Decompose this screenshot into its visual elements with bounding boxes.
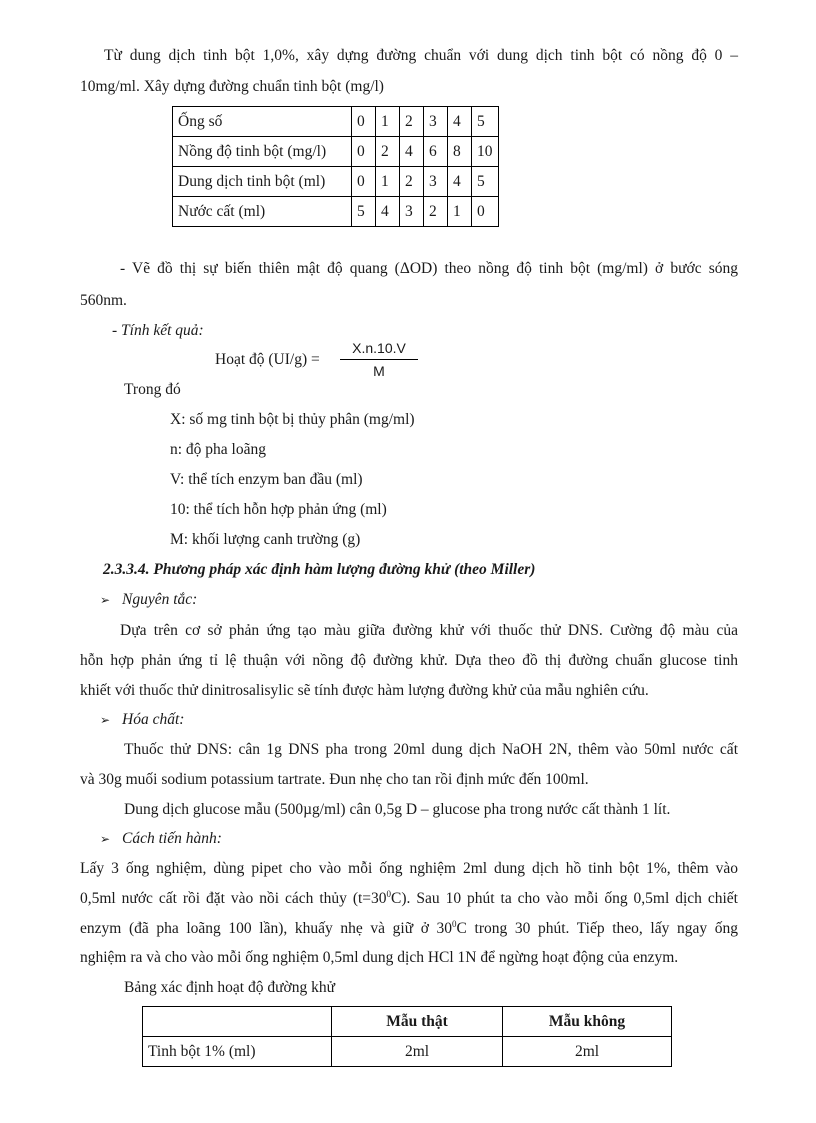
table-cell: 2 — [424, 197, 448, 227]
table-cell: 3 — [424, 107, 448, 137]
table-cell: 0 — [472, 197, 499, 227]
procedure-line: Lấy 3 ống nghiệm, dùng pipet cho vào mỗi ống nghiệm 2ml dung dịch hồ tinh bột 1%, thêm vào — [80, 860, 738, 877]
procedure-line: 0,5ml nước cất rồi đặt vào nồi cách thủy $(t=30^0C)$. Sau 10 phút ta cho vào mỗi ống 0,5ml dịch chiết — [80, 889, 738, 908]
result-heading: - Tính kết quả: — [112, 322, 204, 339]
procedure-line: enzym (đã pha loãng 100 lần), khuấy nhẹ và giữ ở $30^0C$ trong 30 phút. Tiếp theo, lấy ngay ống — [80, 919, 738, 938]
table-cell: 4 — [376, 197, 400, 227]
table-cell: 1 — [448, 197, 472, 227]
bullet-label: Cách tiến hành: — [122, 830, 222, 847]
formula-label: Hoạt độ (UI/g) = — [215, 351, 320, 368]
definition-item: n: độ pha loãng — [170, 441, 266, 458]
table-cell: 5 — [352, 197, 376, 227]
arrow-bullet-icon: ➢ — [100, 593, 111, 607]
arrow-bullet-icon: ➢ — [100, 832, 111, 846]
section-title: 2.3.3.4. Phương pháp xác định hàm lượng đường khử (theo Miller) — [103, 561, 536, 578]
table-header-row — [143, 1007, 672, 1037]
table-row — [173, 137, 499, 167]
definition-item: 10: thể tích hỗn hợp phản ứng (ml) — [170, 501, 387, 518]
arrow-bullet-icon: ➢ — [100, 713, 111, 727]
formula-numerator: X.n.10.V — [352, 340, 406, 356]
where-label: Trong đó — [124, 381, 181, 398]
table-cell: Ống số — [173, 107, 352, 137]
table-cell: 0 — [352, 167, 376, 197]
table-cell: 3 — [424, 167, 448, 197]
table-cell: Dung dịch tinh bột (ml) — [173, 167, 352, 197]
table-cell: 10 — [472, 137, 499, 167]
table-cell: 3 — [400, 197, 424, 227]
fraction-bar — [340, 359, 418, 360]
table-cell: Nồng độ tinh bột (mg/l) — [173, 137, 352, 167]
formula-denominator: M — [373, 363, 385, 379]
standard-curve-table — [172, 106, 499, 227]
bullet-principle — [100, 591, 197, 609]
definition-item: X: số mg tinh bột bị thủy phân (mg/ml) — [170, 411, 415, 428]
graph-instruction-line-2: 560nm. — [80, 292, 127, 309]
table-cell: 2 — [376, 137, 400, 167]
table-row — [173, 107, 499, 137]
table-row — [173, 197, 499, 227]
table-cell: 0 — [352, 107, 376, 137]
table-cell: 4 — [400, 137, 424, 167]
table-cell: 1 — [376, 167, 400, 197]
table-cell: Nước cất (ml) — [173, 197, 352, 227]
bullet-label: Hóa chất: — [122, 711, 185, 728]
chemical-line: Dung dịch glucose mẫu (500µg/ml) cân 0,5g D – glucose pha trong nước cất thành 1 lít. — [124, 801, 671, 818]
table-cell: Tinh bột 1% (ml) — [143, 1037, 332, 1067]
bullet-label: Nguyên tắc: — [122, 591, 198, 608]
table-row — [173, 167, 499, 197]
table-cell: 1 — [376, 107, 400, 137]
intro-line-2: 10mg/ml. Xây dựng đường chuẩn tinh bột (mg/l) — [80, 78, 384, 95]
graph-instruction-line-1: - Vẽ đồ thị sự biến thiên mật độ quang (ΔOD) theo nồng độ tinh bột (mg/ml) ở bước sóng — [120, 260, 738, 277]
reducing-sugar-table — [142, 1006, 672, 1067]
table-header-cell: Mẫu không — [503, 1007, 672, 1037]
table-row — [143, 1037, 672, 1067]
table-cell: 2 — [400, 167, 424, 197]
bullet-chemicals — [100, 711, 184, 729]
table-cell: 8 — [448, 137, 472, 167]
definition-item: M: khối lượng canh trường (g) — [170, 531, 361, 548]
principle-line: khiết với thuốc thử dinitrosalisylic sẽ tính được hàm lượng đường khử của mẫu nghiên cứu. — [80, 682, 649, 699]
table-cell: 4 — [448, 167, 472, 197]
intro-line-1: Từ dung dịch tinh bột 1,0%, xây dựng đường chuẩn với dung dịch tinh bột có nồng độ 0 – — [104, 47, 738, 64]
table-header-cell — [143, 1007, 332, 1037]
table-title: Bảng xác định hoạt độ đường khử — [124, 979, 335, 996]
table-cell: 6 — [424, 137, 448, 167]
table-cell: 5 — [472, 107, 499, 137]
principle-line: Dựa trên cơ sở phản ứng tạo màu giữa đường khử với thuốc thử DNS. Cường độ màu của — [120, 622, 738, 639]
formula-fraction — [340, 340, 418, 379]
table-cell: 2ml — [503, 1037, 672, 1067]
definition-item: V: thể tích enzym ban đầu (ml) — [170, 471, 363, 488]
chemical-line: Thuốc thử DNS: cân 1g DNS pha trong 20ml dung dịch NaOH 2N, thêm vào 50ml nước cất — [124, 741, 738, 758]
table-cell: 5 — [472, 167, 499, 197]
procedure-line: nghiệm ra và cho vào mỗi ống nghiệm 0,5ml dung dịch HCl 1N để ngừng hoạt động của enzym. — [80, 949, 679, 966]
table-cell: 2 — [400, 107, 424, 137]
principle-line: hỗn hợp phản ứng tỉ lệ thuận với nồng độ đường khử. Dựa theo đồ thị đường chuẩn glucose tinh — [80, 652, 738, 669]
table-cell: 0 — [352, 137, 376, 167]
table-cell: 2ml — [332, 1037, 503, 1067]
chemical-line: và 30g muối sodium potassium tartrate. Đun nhẹ cho tan rồi định mức đến 100ml. — [80, 771, 589, 788]
table-cell: 4 — [448, 107, 472, 137]
bullet-procedure — [100, 830, 222, 848]
table-header-cell: Mẫu thật — [332, 1007, 503, 1037]
